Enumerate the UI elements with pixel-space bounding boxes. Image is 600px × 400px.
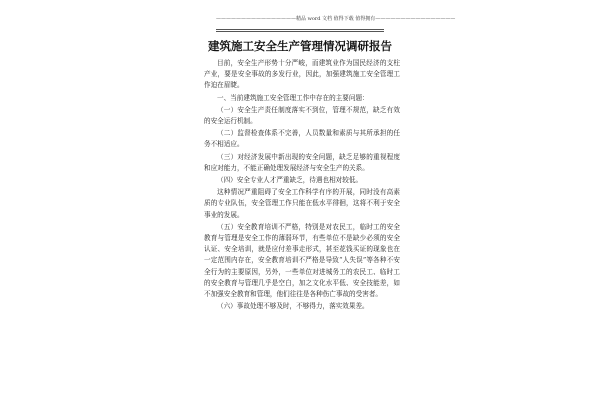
paragraph-text: （一）安全生产责任制度落实不到位，管理不规范，缺乏有效的安全运行机制。: [204, 105, 400, 126]
paragraph-text: （四）安全专业人才严重缺乏，待遇也相对较低。: [217, 176, 363, 185]
header-rule-top: [216, 29, 384, 30]
document-title: 建筑施工安全生产管理情况调研报告: [208, 39, 392, 53]
document-body: [204, 58, 400, 313]
paragraph: [204, 222, 400, 300]
paragraph-text: 目前，安全生产形势十分严峻，而建筑业作为国民经济的支柱产业，要是安全事故的多发行业，因此，加强建筑施工安全管理工作迫在眉睫。: [204, 59, 400, 90]
paragraph: [204, 187, 400, 221]
header-note: ————————————————精品 word 文档 值得下载 值得拥有————————————————: [216, 16, 456, 22]
paragraph: [204, 301, 400, 312]
paragraph-text: （三）对经济发展中新出现的安全问题，缺乏足够的重视程度和应对能力，不能正确处理发展经济与安全生产的关系。: [204, 152, 400, 172]
paragraph: [204, 93, 400, 104]
paragraph-text: （五）安全教育培训不严格，特别是对农民工，临时工的安全教育与管理是安全工作的薄弱环节，有些单位不是缺少必须的安全认证、安全培训，就是应付差事走形式，甚至花钱买证的现象也在一定范围内存在，安全教育培训不严格是导致“人失误”等各种不安全行为的主要原因，另外，一些单位对进城务工的农民工、临时工的安全教育与管理几乎是空白，加之文化水平低、安全技能差，如不加强安全教育和管理，他们往往是各种伤亡事故的受害者。: [204, 222, 400, 299]
paragraph-text: （二）监督检查体系不完善，人员数量和素质与其所承担的任务不相适应。: [204, 129, 400, 149]
paragraph: [204, 58, 400, 92]
paragraph: [204, 175, 400, 186]
paragraph: [204, 128, 400, 150]
paragraph: [204, 152, 400, 174]
paragraph-text: （六）事故处理不够及时，不够得力，落实效果差。: [217, 302, 369, 311]
paragraph: [204, 105, 400, 127]
paragraph-text: 这种情况严重阻碍了安全工作科学有序的开展，同时没有高素质的专业队伍，安全管理工作只能在低水平徘徊，这将不利于安全事业的发展。: [204, 188, 400, 219]
header-rule-bottom: [216, 31, 384, 32]
paragraph-text: 一、当前建筑施工安全管理工作中存在的主要问题：: [217, 93, 369, 102]
